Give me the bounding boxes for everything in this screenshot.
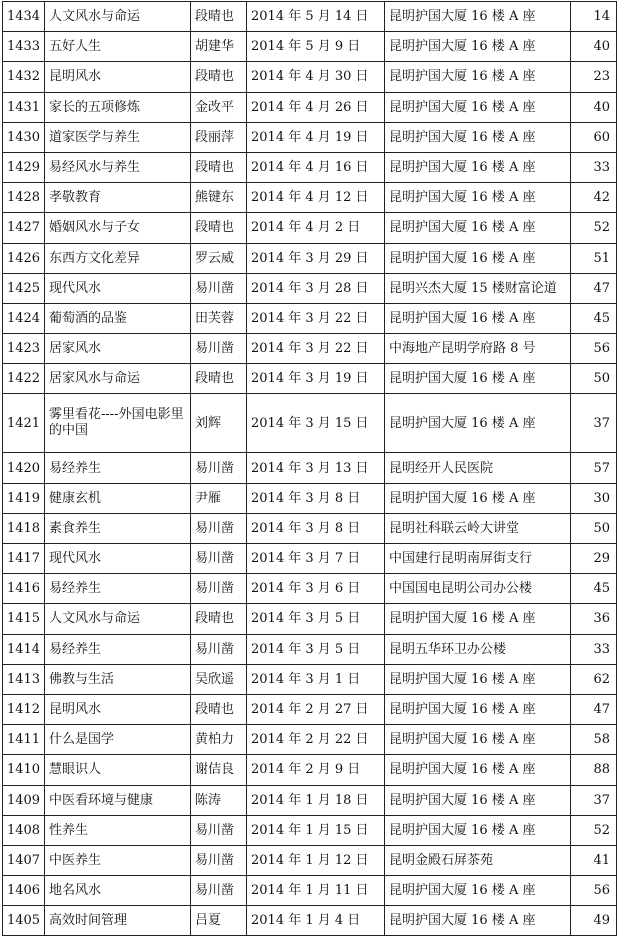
table-row (3, 694, 617, 724)
attendee-count: 57 (571, 453, 617, 483)
lecture-title: 易经养生 (45, 574, 191, 604)
table-row (3, 513, 617, 543)
attendee-count: 56 (571, 334, 617, 364)
lecture-speaker: 段晴也 (191, 62, 247, 92)
lecture-title: 人文风水与命运 (45, 604, 191, 634)
lecture-date: 2014 年 5 月 14 日 (247, 2, 385, 32)
lecture-id: 1428 (3, 183, 45, 213)
lecture-location: 昆明金殿石屏茶苑 (385, 845, 571, 875)
lecture-title: 雾里看花----外国电影里的中国 (45, 394, 191, 453)
attendee-count: 36 (571, 604, 617, 634)
attendee-count: 40 (571, 92, 617, 122)
attendee-count: 29 (571, 544, 617, 574)
lecture-location: 昆明护国大厦 16 楼 A 座 (385, 303, 571, 333)
table-row (3, 906, 617, 936)
lecture-id: 1427 (3, 213, 45, 243)
lecture-id: 1423 (3, 334, 45, 364)
lecture-date: 2014 年 4 月 19 日 (247, 122, 385, 152)
lecture-date: 2014 年 2 月 22 日 (247, 725, 385, 755)
lecture-date: 2014 年 4 月 12 日 (247, 183, 385, 213)
lecture-id: 1406 (3, 876, 45, 906)
lecture-location: 昆明护国大厦 16 楼 A 座 (385, 2, 571, 32)
lecture-date: 2014 年 2 月 9 日 (247, 755, 385, 785)
lecture-title: 孝敬教育 (45, 183, 191, 213)
lecture-title: 现代风水 (45, 544, 191, 574)
lecture-location: 昆明五华环卫办公楼 (385, 634, 571, 664)
lecture-id: 1409 (3, 785, 45, 815)
attendee-count: 45 (571, 303, 617, 333)
attendee-count: 37 (571, 394, 617, 453)
lecture-location: 昆明经开人民医院 (385, 453, 571, 483)
lecture-location: 中国建行昆明南屏街支行 (385, 544, 571, 574)
lecture-title: 昆明风水 (45, 694, 191, 724)
lecture-speaker: 谢佶良 (191, 755, 247, 785)
lecture-location: 昆明护国大厦 16 楼 A 座 (385, 92, 571, 122)
lecture-location: 昆明护国大厦 16 楼 A 座 (385, 243, 571, 273)
lecture-location: 昆明护国大厦 16 楼 A 座 (385, 213, 571, 243)
table-row (3, 634, 617, 664)
lecture-location: 昆明护国大厦 16 楼 A 座 (385, 725, 571, 755)
lecture-title: 家长的五项修炼 (45, 92, 191, 122)
table-row (3, 483, 617, 513)
attendee-count: 40 (571, 32, 617, 62)
lecture-title: 道家医学与养生 (45, 122, 191, 152)
attendee-count: 23 (571, 62, 617, 92)
lecture-id: 1405 (3, 906, 45, 936)
lecture-title: 东西方文化差异 (45, 243, 191, 273)
lecture-id: 1420 (3, 453, 45, 483)
lecture-id: 1415 (3, 604, 45, 634)
table-row (3, 574, 617, 604)
attendee-count: 62 (571, 664, 617, 694)
lecture-speaker: 金改平 (191, 92, 247, 122)
lecture-speaker: 段丽萍 (191, 122, 247, 152)
lecture-date: 2014 年 3 月 6 日 (247, 574, 385, 604)
lecture-id: 1422 (3, 364, 45, 394)
attendee-count: 30 (571, 483, 617, 513)
table-row (3, 152, 617, 182)
table-row (3, 664, 617, 694)
table-row (3, 243, 617, 273)
attendee-count: 60 (571, 122, 617, 152)
attendee-count: 33 (571, 634, 617, 664)
lecture-speaker: 罗云威 (191, 243, 247, 273)
attendee-count: 45 (571, 574, 617, 604)
lecture-date: 2014 年 3 月 8 日 (247, 513, 385, 543)
attendee-count: 47 (571, 273, 617, 303)
attendee-count: 33 (571, 152, 617, 182)
lecture-id: 1417 (3, 544, 45, 574)
lecture-location: 昆明护国大厦 16 楼 A 座 (385, 785, 571, 815)
lecture-id: 1412 (3, 694, 45, 724)
lecture-location: 中国国电昆明公司办公楼 (385, 574, 571, 604)
lecture-location: 昆明护国大厦 16 楼 A 座 (385, 664, 571, 694)
lecture-speaker: 刘辉 (191, 394, 247, 453)
lecture-speaker: 陈涛 (191, 785, 247, 815)
lecture-date: 2014 年 3 月 19 日 (247, 364, 385, 394)
table-row (3, 62, 617, 92)
table-row (3, 785, 617, 815)
lecture-date: 2014 年 3 月 28 日 (247, 273, 385, 303)
lecture-date: 2014 年 2 月 27 日 (247, 694, 385, 724)
attendee-count: 14 (571, 2, 617, 32)
lecture-title: 地名风水 (45, 876, 191, 906)
lecture-speaker: 吴欣遥 (191, 664, 247, 694)
attendee-count: 41 (571, 845, 617, 875)
lecture-title: 婚姻风水与子女 (45, 213, 191, 243)
lecture-date: 2014 年 1 月 12 日 (247, 845, 385, 875)
lecture-speaker: 熊键东 (191, 183, 247, 213)
lecture-title: 五好人生 (45, 32, 191, 62)
lecture-title: 现代风水 (45, 273, 191, 303)
lecture-date: 2014 年 4 月 30 日 (247, 62, 385, 92)
table-row (3, 755, 617, 785)
lecture-id: 1413 (3, 664, 45, 694)
lecture-id: 1416 (3, 574, 45, 604)
lecture-title: 健康玄机 (45, 483, 191, 513)
lecture-id: 1408 (3, 815, 45, 845)
table-row (3, 845, 617, 875)
table-row (3, 92, 617, 122)
lecture-location: 昆明护国大厦 16 楼 A 座 (385, 122, 571, 152)
lecture-title: 易经养生 (45, 453, 191, 483)
lecture-speaker: 黄柏力 (191, 725, 247, 755)
lecture-location: 昆明护国大厦 16 楼 A 座 (385, 62, 571, 92)
lecture-id: 1418 (3, 513, 45, 543)
lecture-id: 1421 (3, 394, 45, 453)
lecture-date: 2014 年 3 月 8 日 (247, 483, 385, 513)
lecture-location: 昆明护国大厦 16 楼 A 座 (385, 152, 571, 182)
lecture-id: 1411 (3, 725, 45, 755)
table-row (3, 273, 617, 303)
table-row (3, 303, 617, 333)
lecture-location: 中海地产昆明学府路 8 号 (385, 334, 571, 364)
lecture-location: 昆明护国大厦 16 楼 A 座 (385, 694, 571, 724)
table-row (3, 32, 617, 62)
lecture-location: 昆明护国大厦 16 楼 A 座 (385, 483, 571, 513)
table-row (3, 2, 617, 32)
lecture-id: 1414 (3, 634, 45, 664)
lecture-date: 2014 年 1 月 18 日 (247, 785, 385, 815)
lecture-title: 素食养生 (45, 513, 191, 543)
lecture-title: 易经养生 (45, 634, 191, 664)
lecture-date: 2014 年 3 月 13 日 (247, 453, 385, 483)
lecture-id: 1434 (3, 2, 45, 32)
table-row (3, 725, 617, 755)
lecture-id: 1430 (3, 122, 45, 152)
table-row (3, 334, 617, 364)
lecture-speaker: 段晴也 (191, 694, 247, 724)
lecture-id: 1425 (3, 273, 45, 303)
lecture-date: 2014 年 3 月 22 日 (247, 334, 385, 364)
lecture-date: 2014 年 4 月 2 日 (247, 213, 385, 243)
lecture-title: 佛教与生活 (45, 664, 191, 694)
table-row (3, 183, 617, 213)
attendee-count: 51 (571, 243, 617, 273)
lecture-speaker: 段晴也 (191, 2, 247, 32)
attendee-count: 52 (571, 213, 617, 243)
lecture-title: 易经风水与养生 (45, 152, 191, 182)
lecture-id: 1429 (3, 152, 45, 182)
lecture-date: 2014 年 4 月 26 日 (247, 92, 385, 122)
lecture-date: 2014 年 3 月 7 日 (247, 544, 385, 574)
lecture-table (2, 1, 617, 936)
lecture-location: 昆明护国大厦 16 楼 A 座 (385, 183, 571, 213)
attendee-count: 56 (571, 876, 617, 906)
lecture-id: 1431 (3, 92, 45, 122)
lecture-id: 1432 (3, 62, 45, 92)
lecture-speaker: 段晴也 (191, 604, 247, 634)
attendee-count: 49 (571, 906, 617, 936)
lecture-title: 中医养生 (45, 845, 191, 875)
attendee-count: 50 (571, 513, 617, 543)
lecture-id: 1433 (3, 32, 45, 62)
lecture-location: 昆明护国大厦 16 楼 A 座 (385, 876, 571, 906)
lecture-speaker: 胡建华 (191, 32, 247, 62)
lecture-location: 昆明护国大厦 16 楼 A 座 (385, 394, 571, 453)
table-row (3, 604, 617, 634)
lecture-id: 1426 (3, 243, 45, 273)
lecture-location: 昆明护国大厦 16 楼 A 座 (385, 755, 571, 785)
lecture-title: 居家风水与命运 (45, 364, 191, 394)
attendee-count: 88 (571, 755, 617, 785)
table-row (3, 364, 617, 394)
table-row (3, 815, 617, 845)
lecture-speaker: 易川凿 (191, 574, 247, 604)
lecture-location: 昆明护国大厦 16 楼 A 座 (385, 906, 571, 936)
lecture-id: 1407 (3, 845, 45, 875)
lecture-table-body (3, 2, 617, 936)
lecture-title: 昆明风水 (45, 62, 191, 92)
lecture-title: 葡萄酒的品鉴 (45, 303, 191, 333)
lecture-title: 性养生 (45, 815, 191, 845)
lecture-speaker: 易川凿 (191, 334, 247, 364)
table-row (3, 544, 617, 574)
lecture-id: 1419 (3, 483, 45, 513)
table-row (3, 213, 617, 243)
lecture-date: 2014 年 3 月 29 日 (247, 243, 385, 273)
lecture-location: 昆明护国大厦 16 楼 A 座 (385, 604, 571, 634)
lecture-speaker: 易川凿 (191, 544, 247, 574)
lecture-speaker: 易川凿 (191, 273, 247, 303)
lecture-title: 居家风水 (45, 334, 191, 364)
lecture-speaker: 易川凿 (191, 453, 247, 483)
lecture-date: 2014 年 3 月 22 日 (247, 303, 385, 333)
lecture-speaker: 易川凿 (191, 815, 247, 845)
lecture-location: 昆明护国大厦 16 楼 A 座 (385, 815, 571, 845)
lecture-speaker: 尹雁 (191, 483, 247, 513)
lecture-speaker: 段晴也 (191, 213, 247, 243)
attendee-count: 47 (571, 694, 617, 724)
lecture-date: 2014 年 3 月 1 日 (247, 664, 385, 694)
lecture-date: 2014 年 1 月 4 日 (247, 906, 385, 936)
lecture-date: 2014 年 3 月 5 日 (247, 634, 385, 664)
lecture-speaker: 易川凿 (191, 876, 247, 906)
table-row (3, 122, 617, 152)
lecture-speaker: 段晴也 (191, 152, 247, 182)
lecture-speaker: 段晴也 (191, 364, 247, 394)
lecture-title: 中医看环境与健康 (45, 785, 191, 815)
lecture-date: 2014 年 1 月 11 日 (247, 876, 385, 906)
lecture-date: 2014 年 4 月 16 日 (247, 152, 385, 182)
lecture-location: 昆明兴杰大厦 15 楼财富论道 (385, 273, 571, 303)
lecture-speaker: 吕夏 (191, 906, 247, 936)
lecture-date: 2014 年 1 月 15 日 (247, 815, 385, 845)
lecture-speaker: 易川凿 (191, 513, 247, 543)
lecture-speaker: 易川凿 (191, 634, 247, 664)
attendee-count: 52 (571, 815, 617, 845)
lecture-title: 高效时间管理 (45, 906, 191, 936)
lecture-id: 1424 (3, 303, 45, 333)
attendee-count: 50 (571, 364, 617, 394)
lecture-title: 慧眼识人 (45, 755, 191, 785)
lecture-speaker: 田芙蓉 (191, 303, 247, 333)
table-row (3, 453, 617, 483)
lecture-speaker: 易川凿 (191, 845, 247, 875)
attendee-count: 58 (571, 725, 617, 755)
table-row (3, 876, 617, 906)
lecture-location: 昆明护国大厦 16 楼 A 座 (385, 32, 571, 62)
attendee-count: 37 (571, 785, 617, 815)
lecture-date: 2014 年 3 月 15 日 (247, 394, 385, 453)
lecture-date: 2014 年 5 月 9 日 (247, 32, 385, 62)
lecture-date: 2014 年 3 月 5 日 (247, 604, 385, 634)
attendee-count: 42 (571, 183, 617, 213)
lecture-title: 什么是国学 (45, 725, 191, 755)
lecture-location: 昆明护国大厦 16 楼 A 座 (385, 364, 571, 394)
table-row (3, 394, 617, 453)
lecture-title: 人文风水与命运 (45, 2, 191, 32)
lecture-id: 1410 (3, 755, 45, 785)
lecture-location: 昆明社科联云岭大讲堂 (385, 513, 571, 543)
